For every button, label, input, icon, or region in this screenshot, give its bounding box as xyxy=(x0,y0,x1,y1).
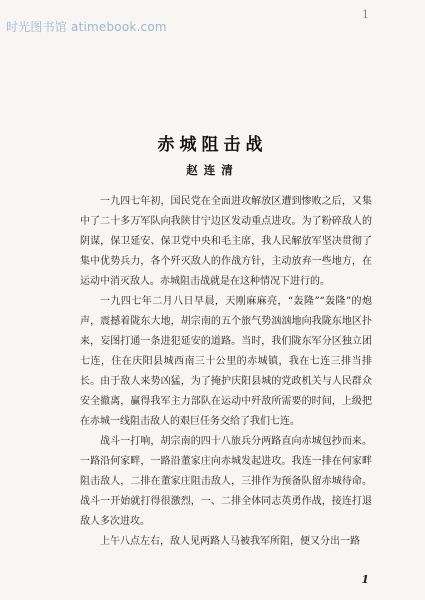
paragraph: 一九四七年初，国民党在全面进攻解放区遭到惨败之后，又集中了二十多万军队向我陕甘宁边区发动重点进攻。为了粉碎敌人的阴谋，保卫延安、保卫党中央和毛主席，我人民解放军坚决贯彻了集中优势兵力，各个歼灭敌人的作战方针，主动放弃一些地方，在运动中消灭敌人。赤城阻击战就是在这种情况下进行的。 xyxy=(80,196,372,287)
watermark: 时光图书馆 atimebook.com xyxy=(6,20,167,34)
header-page-mark: 1 xyxy=(362,8,369,21)
article-body xyxy=(80,192,372,552)
paragraph: 上午八点左右，敌人见两路人马被我军所阻，便又分出一路 xyxy=(100,536,360,547)
author-name: 赵连清 xyxy=(186,163,239,177)
page-number: 1 xyxy=(361,573,369,586)
paragraph: 战斗一打响，胡宗南的四十八旅兵分两路直向赤城包抄而来。一路沿何家畔，一路沿董家庄向赤城发起进攻。我连一排在何家畔阻击敌人，二排在董家庄阻击敌人，三排作为预备队留赤城待命。战斗一开始就打得很激烈，一、二排全体同志英勇作战，接连打退敌人多次进攻。 xyxy=(80,436,372,527)
page-title: 赤城阻击战 xyxy=(157,135,268,155)
paragraph: 一九四七年二月八日早晨，天刚麻麻亮，“轰隆”“轰隆”的炮声，震撼着陇东大地，胡宗南的五个旅气势汹汹地向我陇东地区扑来，妄图打通一条进犯延安的道路。当时，我们陇东军分区独立团七连，住在庆阳县城西南三十公里的赤城镇，我在七连三排当排长。由于敌人来势凶猛，为了掩护庆阳县城的党政机关与人民群众安全撤离，赢得我军主力部队在运动中歼敌所需要的时间，上级把在赤城一线阻击敌人的艰巨任务交给了我们七连。 xyxy=(80,296,372,427)
